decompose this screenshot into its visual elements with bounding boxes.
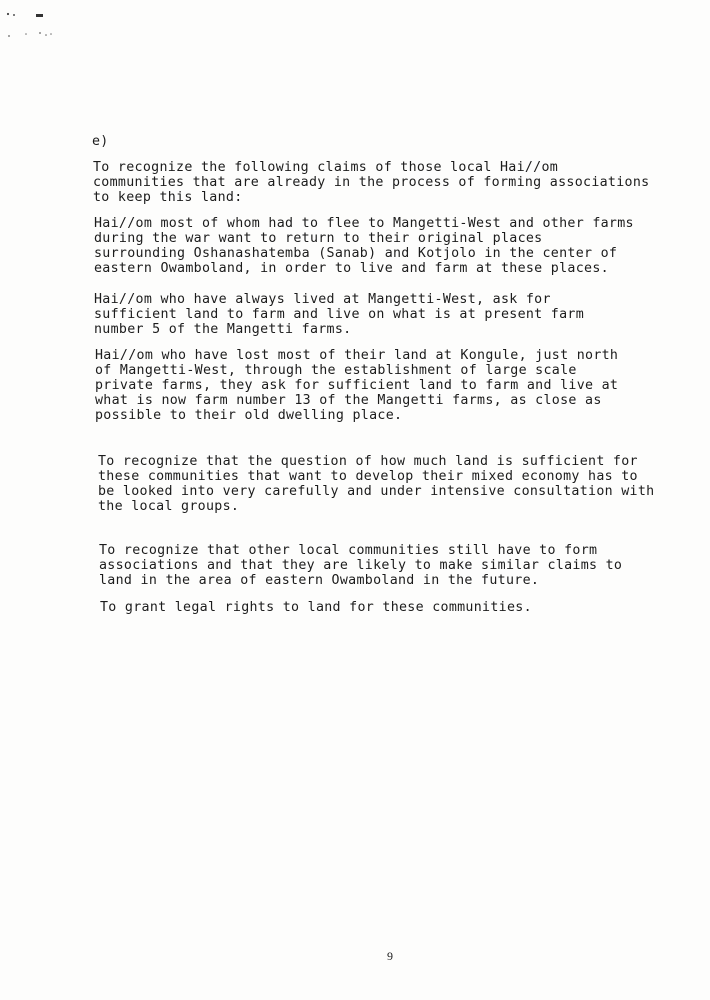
text-line: associations and that they are likely to make similar claims to xyxy=(99,558,623,573)
page-number: 9 xyxy=(387,949,393,963)
text-line: these communities that want to develop their mixed economy has to xyxy=(98,469,638,484)
text-line: To recognize the following claims of those local Hai//om xyxy=(93,160,559,175)
text-line: Hai//om who have always lived at Mangetti-West, ask for xyxy=(94,292,551,307)
text-line: To grant legal rights to land for these communities. xyxy=(100,600,532,615)
text-line: surrounding Oshanashatemba (Sanab) and Kotjolo in the center of xyxy=(94,246,618,261)
text-line: private farms, they ask for sufficient land to farm and live at xyxy=(95,378,619,393)
text-line: To recognize that other local communities still have to form xyxy=(99,543,598,558)
text-line: number 5 of the Mangetti farms. xyxy=(94,322,352,337)
text-line: what is now farm number 13 of the Mangetti farms, as close as xyxy=(95,393,602,408)
text-line: Hai//om who have lost most of their land at Kongule, just north xyxy=(95,348,619,363)
text-line: To recognize that the question of how much land is sufficient for xyxy=(98,454,638,469)
text-line: be looked into very carefully and under intensive consultation with xyxy=(98,484,655,499)
text-line: communities that are already in the process of forming associations xyxy=(93,175,650,190)
text-line: the local groups. xyxy=(98,499,240,514)
text-line: sufficient land to farm and live on what is at present farm xyxy=(94,307,585,322)
section-marker: e) xyxy=(92,134,109,149)
text-line: during the war want to return to their original places xyxy=(94,231,543,246)
text-line: eastern Owamboland, in order to live and farm at these places. xyxy=(94,261,609,276)
scan-specks xyxy=(0,0,80,50)
text-line: to keep this land: xyxy=(93,190,243,205)
text-line: of Mangetti-West, through the establishment of large scale xyxy=(95,363,577,378)
text-line: Hai//om most of whom had to flee to Mangetti-West and other farms xyxy=(94,216,634,231)
text-line: land in the area of eastern Owamboland in the future. xyxy=(99,573,540,588)
text-line: possible to their old dwelling place. xyxy=(95,408,403,423)
